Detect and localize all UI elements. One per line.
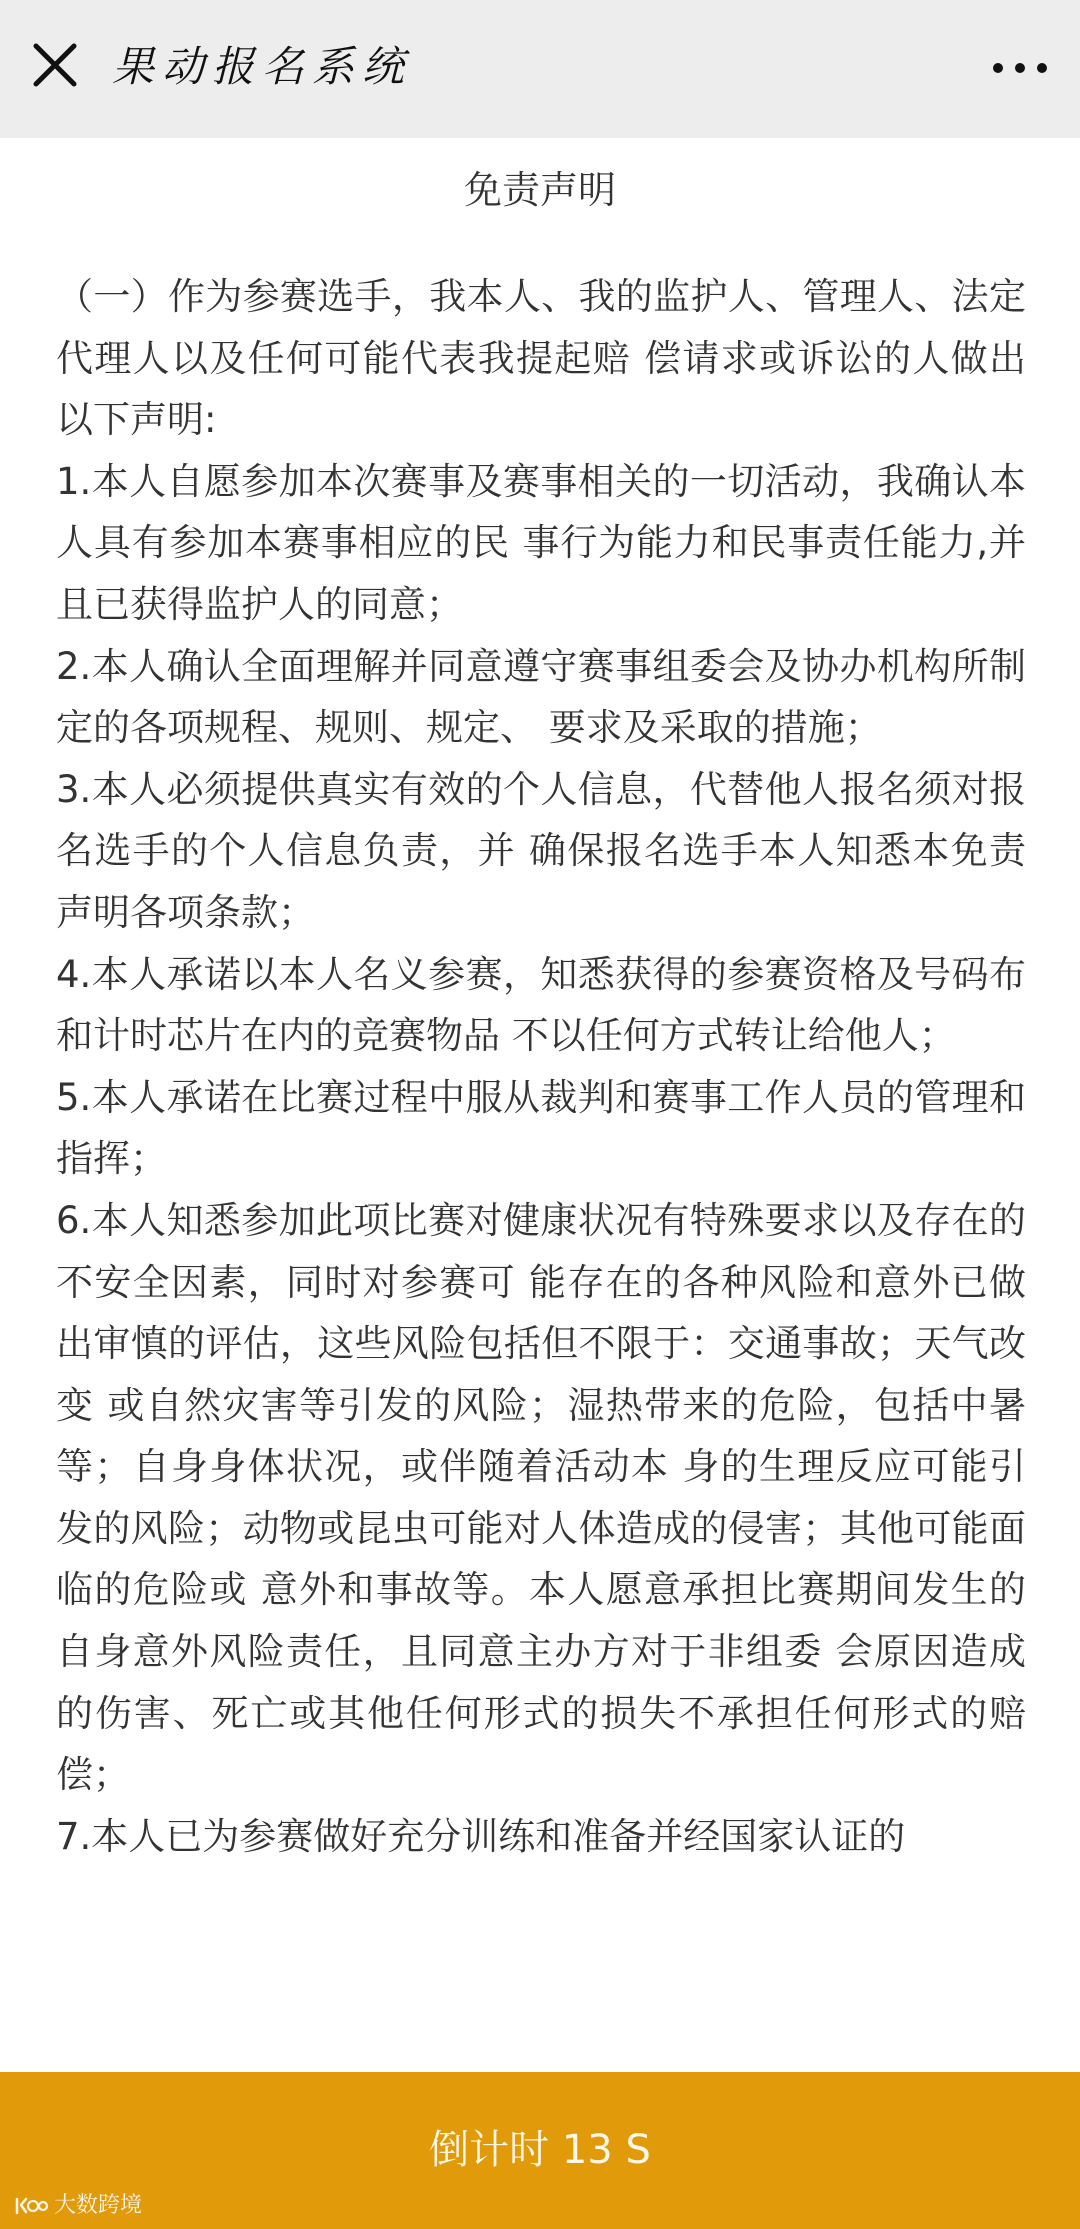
document-title: 免责声明 (463, 168, 616, 212)
disclaimer-paragraph-1: 1.本人自愿参加本次赛事及赛事相关的一切活动，我确认本人具有参加本赛事相应的民 事行为能力和民事责任能力,并且已获得监护人的同意； (56, 459, 1026, 626)
watermark-text: 大数跨境 (54, 2193, 143, 2218)
disclaimer-paragraph-2: 2.本人确认全面理解并同意遵守赛事组委会及协办机构所制定的各项规程、规则、规定、 要求及采取的措施； (56, 644, 1026, 750)
more-dots-icon (988, 46, 1052, 90)
disclaimer-paragraph-7: 7.本人已为参赛做好充分训练和准备并经国家认证的 (56, 1814, 906, 1858)
disclaimer-paragraph-6: 6.本人知悉参加此项比赛对健康状况有特殊要求以及存在的不安全因素，同时对参赛可 能存在的各种风险和意外已做出审慎的评估，这些风险包括但不限于：交通事故；天气改变 或自然灾害等引发的风险；湿热带来的危险，包括中暑等；自身身体状况，或伴随着活动本 身的生理反应可能引发的风险；动物或昆虫可能对人体造成的侵害；其他可能面临的危险或 意外和事故等。本人愿意承担比赛期间发生的自身意外风险责任，且同意主办方对于非组委 会原因造成的伤害、死亡或其他任何形式的损失不承担任何形式的赔偿； (56, 1198, 1026, 1797)
watermark (14, 2193, 142, 2219)
disclaimer-paragraph-3: 3.本人必须提供真实有效的个人信息，代替他人报名须对报名选手的个人信息负责，并 确保报名选手本人知悉本免责声明各项条款； (56, 767, 1026, 934)
disclaimer-content[interactable] (0, 138, 1080, 2072)
top-bar (0, 0, 1080, 138)
disclaimer-paragraph-intro: （一）作为参赛选手，我本人、我的监护人、管理人、法定代理人以及任何可能代表我提起赔 偿请求或诉讼的人做出以下声明: (56, 275, 1026, 442)
disclaimer-paragraph-5: 5.本人承诺在比赛过程中服从裁判和赛事工作人员的管理和指挥； (56, 1075, 1026, 1181)
close-button[interactable] (28, 38, 82, 92)
disclaimer-paragraph-4: 4.本人承诺以本人名义参赛，知悉获得的参赛资格及号码布和计时芯片在内的竞赛物品 不以任何方式转让给他人； (56, 952, 1026, 1058)
watermark-logo-icon (14, 2195, 48, 2217)
app-title: 果动报名系统 (112, 42, 413, 91)
countdown-button[interactable] (0, 2072, 1080, 2229)
close-icon (28, 38, 82, 92)
document-body (56, 266, 1026, 1867)
more-button[interactable] (988, 46, 1052, 90)
countdown-label: 倒计时 13 S (429, 2127, 651, 2173)
